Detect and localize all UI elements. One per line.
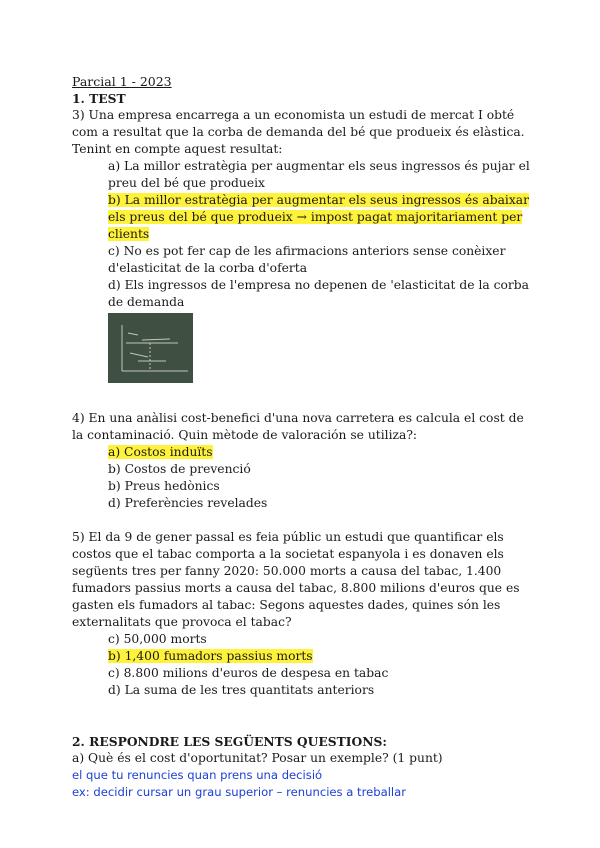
q3-option-b-highlighted (108, 192, 532, 243)
open-question-a: a) Què és el cost d'oportunitat? Posar un exemple? (1 punt) (72, 751, 443, 765)
q5-option-a: c) 50,000 morts (108, 632, 207, 646)
q4-option-a-text: a) Costos induïts (108, 445, 213, 459)
question-4-options (72, 444, 532, 512)
question-3-stem: 3) Una empresa encarrega a un economista un estudi de mercat I obté com a resultat que la corba de demanda del bé que produeix és elàstica. Tenint en compte aquest resultat: (72, 108, 525, 156)
question-5-options (72, 631, 532, 699)
answer-line-1: el que tu renuncies quan prens una decisió (72, 768, 323, 782)
q3-option-a: a) La millor estratègia per augmentar els seus ingressos és pujar el preu del bé que produeix (108, 159, 530, 190)
question-4-stem: 4) En una anàlisi cost-benefici d'una nova carretera es calcula el cost de la contaminació. Quin mètode de valoración se utiliza?: (72, 411, 524, 442)
document-page (72, 73, 532, 801)
q3-option-b-text: b) La millor estratègia per augmentar els seus ingressos és abaixar els preus del bé que produeix → impost pagat majoritariament per clients (108, 193, 530, 241)
q4-option-b: b) Costos de prevenció (108, 462, 251, 476)
q5-option-b-text: b) 1,400 fumadors passius morts (108, 649, 313, 663)
question-3 (72, 107, 532, 383)
q5-option-b-highlighted (108, 648, 532, 665)
q3-option-d: d) Els ingressos de l'empresa no depenen de 'elasticitat de la corba de demanda (108, 278, 529, 309)
question-5-stem: 5) El da 9 de gener passal es feia públic un estudi que quantificar els costos que el tabac comporta a la societat espanyola i es donaven els següents tres per fanny 2020: 50.000 morts a causa del tabac, 1.400 fumadors passius morts a causa del tabac, 8.800 milions d'euros que es gasten els fumadors al tabac: Segons aquestes dades, quines són les externalitats que provoca el tabac? (72, 530, 520, 629)
q4-option-a-highlighted (108, 444, 532, 461)
question-5 (72, 529, 532, 699)
question-4 (72, 410, 532, 512)
question-3-options (72, 158, 532, 311)
q5-option-c: c) 8.800 milions d'euros de despesa en tabac (108, 666, 389, 680)
blackboard-graph-image (108, 313, 193, 383)
answer-line-2: ex: decidir cursar un grau superior – renuncies a treballar (72, 785, 407, 799)
q4-option-c: b) Preus hedònics (108, 479, 220, 493)
document-title: Parcial 1 - 2023 (72, 74, 172, 89)
q3-option-c: c) No es pot fer cap de les afirmacions anteriors sense conèixer d'elasticitat de la corba d'oferta (108, 244, 506, 275)
q5-option-d: d) La suma de les tres quantitats anteriors (108, 683, 375, 697)
section-heading-test: 1. TEST (72, 91, 126, 106)
section-heading-questions: 2. RESPONDRE LES SEGÜENTS QUESTIONS: (72, 734, 387, 749)
chalk-sketch (108, 313, 193, 383)
q4-option-d: d) Preferències revelades (108, 496, 268, 510)
